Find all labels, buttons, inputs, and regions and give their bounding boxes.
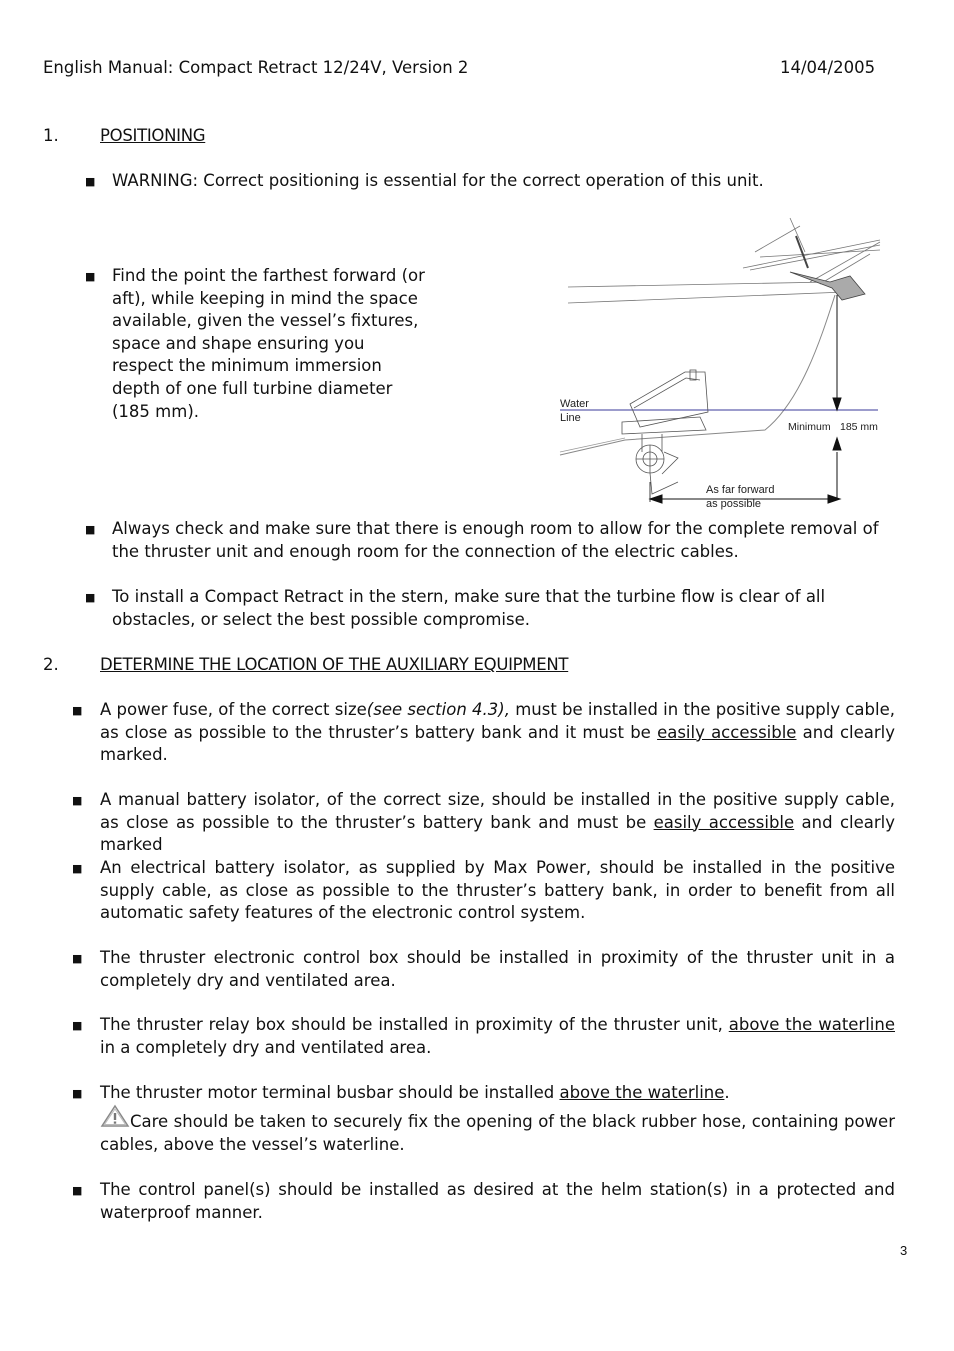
fuse-text: A power fuse, of the correct size(see section 4.3), must be installed in the positive supply cable, as close as possible to the thruster’s battery bank and it must be easily accessible and clearly marked. — [100, 700, 895, 765]
diagram-label-line: Line — [560, 412, 581, 424]
stern-text: To install a Compact Retract in the stern, make sure that the turbine flow is clear of all obstacles, or select the best possible compromise. — [112, 587, 826, 629]
bullet-icon: ■ — [72, 1087, 83, 1100]
bullet-icon: ■ — [72, 1184, 83, 1197]
bullet-icon: ■ — [85, 175, 96, 188]
manual-isolator-text: A manual battery isolator, of the correct size, should be installed in the positive supply cable, as close as possible to the thruster’s battery bank and must be easily accessible and clearly marked — [100, 790, 895, 855]
bullet-icon: ■ — [72, 704, 83, 717]
relay-box-text: The thruster relay box should be installed in proximity of the thruster unit, above the waterline in a completely dry and ventilated area. — [100, 1015, 895, 1057]
diagram-label-minimum: Minimum — [788, 421, 831, 433]
care-text: Care should be taken to securely fix the opening of the black rubber hose, containing power cables, above the vessel’s waterline. — [100, 1112, 895, 1154]
bullet-icon: ■ — [85, 523, 96, 536]
electrical-isolator-text: An electrical battery isolator, as supplied by Max Power, should be installed in the positive supply cable, as close as possible to the thruster’s battery bank, in order to benefit from all automatic safety features of the electronic control system. — [100, 858, 895, 923]
bullet-icon: ■ — [72, 862, 83, 875]
diagram-label-water: Water — [560, 398, 589, 410]
bullet-icon: ■ — [85, 270, 96, 283]
bullet-icon: ■ — [72, 1019, 83, 1032]
always-check-text: Always check and make sure that there is enough room to allow for the complete removal of the thruster unit and enough room for the connection of the electric cables. — [112, 519, 879, 561]
warning-text: WARNING: Correct positioning is essential for the correct operation of this unit. — [112, 171, 764, 190]
page-number: 3 — [900, 1243, 908, 1258]
control-box-text: The thruster electronic control box should be installed in proximity of the thruster unit in a completely dry and ventilated area. — [100, 948, 895, 990]
document-header-title: English Manual: Compact Retract 12/24V, Version 2 — [43, 58, 469, 77]
section-1-number: 1. — [43, 126, 59, 145]
busbar-text: The thruster motor terminal busbar should be installed above the waterline. — [100, 1083, 730, 1102]
diagram-label-forward-1: As far forward — [706, 484, 775, 496]
section-2-number: 2. — [43, 655, 59, 674]
bullet-icon: ■ — [72, 952, 83, 965]
section-1-title: POSITIONING — [100, 126, 206, 145]
diagram-label-forward-2: as possible — [706, 498, 762, 510]
bullet-icon: ■ — [85, 591, 96, 604]
bullet-icon: ■ — [72, 794, 83, 807]
control-panel-text: The control panel(s) should be installed as desired at the helm station(s) in a protected and waterproof manner. — [100, 1180, 895, 1222]
find-point-text: Find the point the farthest forward (or aft), while keeping in mind the space available, given the vessel’s fixtures, space and shape ensuring you respect the minimum immersion depth of one full turbine diameter (185 mm). — [112, 266, 425, 421]
section-2-title: DETERMINE THE LOCATION OF THE AUXILIARY EQUIPMENT — [100, 655, 569, 674]
document-header-date: 14/04/2005 — [780, 58, 876, 77]
positioning-diagram — [550, 212, 890, 517]
section-reference: (see section 4.3), — [366, 700, 510, 719]
diagram-label-mm: 185 mm — [840, 421, 878, 433]
